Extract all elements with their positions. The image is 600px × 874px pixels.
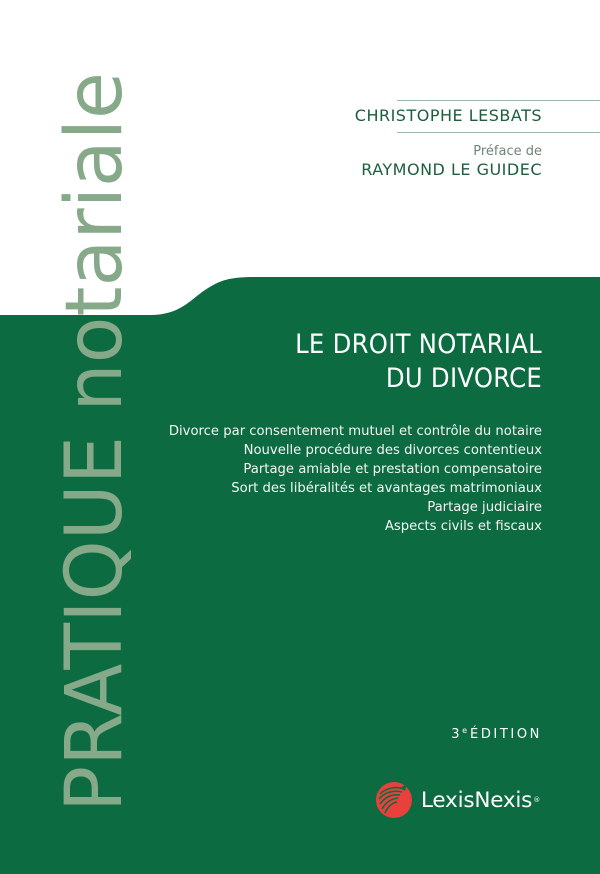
edition-text: ÉDITION: [470, 727, 542, 742]
publisher-name: LexisNexis: [421, 787, 533, 813]
rule-top: [397, 100, 600, 101]
topic-item: Sort des libéralités et avantages matrimoniaux: [231, 481, 542, 496]
topic-item: Partage judiciaire: [427, 500, 542, 515]
edition-number: 3: [451, 727, 463, 742]
title-line-1: LE DROIT NOTARIAL: [295, 329, 542, 360]
book-title: [295, 328, 542, 396]
topic-item: Divorce par consentement mutuel et contrôle du notaire: [168, 424, 542, 439]
topic-item: Nouvelle procédure des divorces contentieux: [243, 443, 542, 458]
topic-item: Aspects civils et fiscaux: [384, 519, 542, 534]
publisher-logo: [374, 780, 540, 820]
edition-suffix: e: [462, 726, 467, 735]
topics-list: [169, 422, 542, 536]
preface-author: RAYMOND LE GUIDEC: [361, 160, 542, 179]
edition-label: [451, 726, 542, 742]
preface-label: Préface de: [473, 144, 542, 159]
series-title-text: PRATIQUE notariale: [50, 56, 140, 812]
rule-bottom: [397, 132, 600, 133]
title-line-2: DU DIVORCE: [385, 363, 542, 394]
lexisnexis-globe-icon: [374, 780, 414, 820]
topic-item: Partage amiable et prestation compensatoire: [243, 462, 542, 477]
registered-mark: ®: [533, 796, 541, 804]
author-name: CHRISTOPHE LESBATS: [354, 106, 542, 125]
